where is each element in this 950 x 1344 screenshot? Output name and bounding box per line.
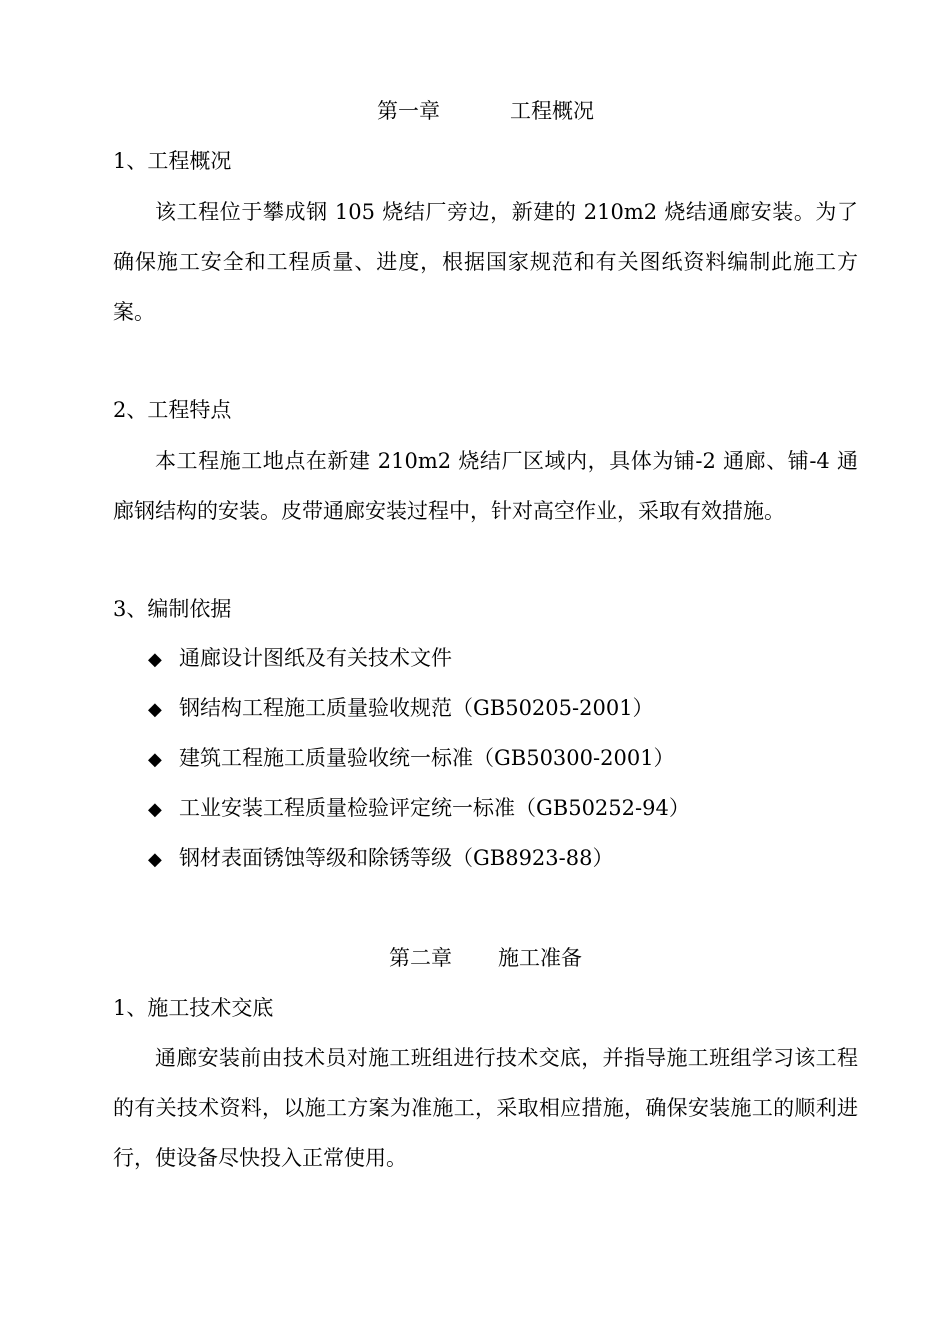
- list-item-text: 钢材表面锈蚀等级和除锈等级（GB8923-88）: [179, 846, 614, 870]
- section-1-paragraph: 该工程位于攀成钢 105 烧结厂旁边，新建的 210m2 烧结通廊安装。为了确保施工安全和工程质量、进度，根据国家规范和有关图纸资料编制此施工方案。: [113, 200, 858, 324]
- chapter-1-title: 工程概况: [510, 99, 594, 123]
- chapter-2-title: 施工准备: [498, 946, 582, 970]
- list-item-text: 工业安装工程质量检验评定统一标准（GB50252-94）: [179, 796, 690, 820]
- section-4-heading: 1、施工技术交底: [113, 996, 274, 1020]
- chapter-2-heading: [113, 943, 858, 973]
- section-3-heading: 3、编制依据: [113, 597, 232, 621]
- chapter-1-heading: [113, 96, 858, 126]
- section-2-paragraph: 本工程施工地点在新建 210m2 烧结厂区域内，具体为铺-2 通廊、铺-4 通廊钢结构的安装。皮带通廊安装过程中，针对高空作业，采取有效措施。: [113, 449, 858, 523]
- list-item: [148, 843, 858, 873]
- section-1-heading: 1、工程概况: [113, 149, 232, 173]
- list-item: [148, 693, 858, 723]
- diamond-bullet-icon: ◆: [148, 649, 162, 670]
- list-item-text: 钢结构工程施工质量验收规范（GB50205-2001）: [179, 696, 654, 720]
- list-item-text: 建筑工程施工质量验收统一标准（GB50300-2001）: [179, 746, 675, 770]
- chapter-1-number: 第一章: [377, 99, 440, 123]
- diamond-bullet-icon: ◆: [148, 749, 162, 770]
- section-4-paragraph: 通廊安装前由技术员对施工班组进行技术交底，并指导施工班组学习该工程的有关技术资料，以施工方案为准施工，采取相应措施，确保安装施工的顺利进行，使设备尽快投入正常使用。: [113, 1046, 858, 1170]
- diamond-bullet-icon: ◆: [148, 849, 162, 870]
- diamond-bullet-icon: ◆: [148, 699, 162, 720]
- list-item: [148, 643, 858, 673]
- section-2-heading: 2、工程特点: [113, 398, 232, 422]
- list-item: [148, 793, 858, 823]
- chapter-2-number: 第二章: [389, 946, 452, 970]
- list-item-text: 通廊设计图纸及有关技术文件: [179, 646, 452, 670]
- list-item: [148, 743, 858, 773]
- diamond-bullet-icon: ◆: [148, 799, 162, 820]
